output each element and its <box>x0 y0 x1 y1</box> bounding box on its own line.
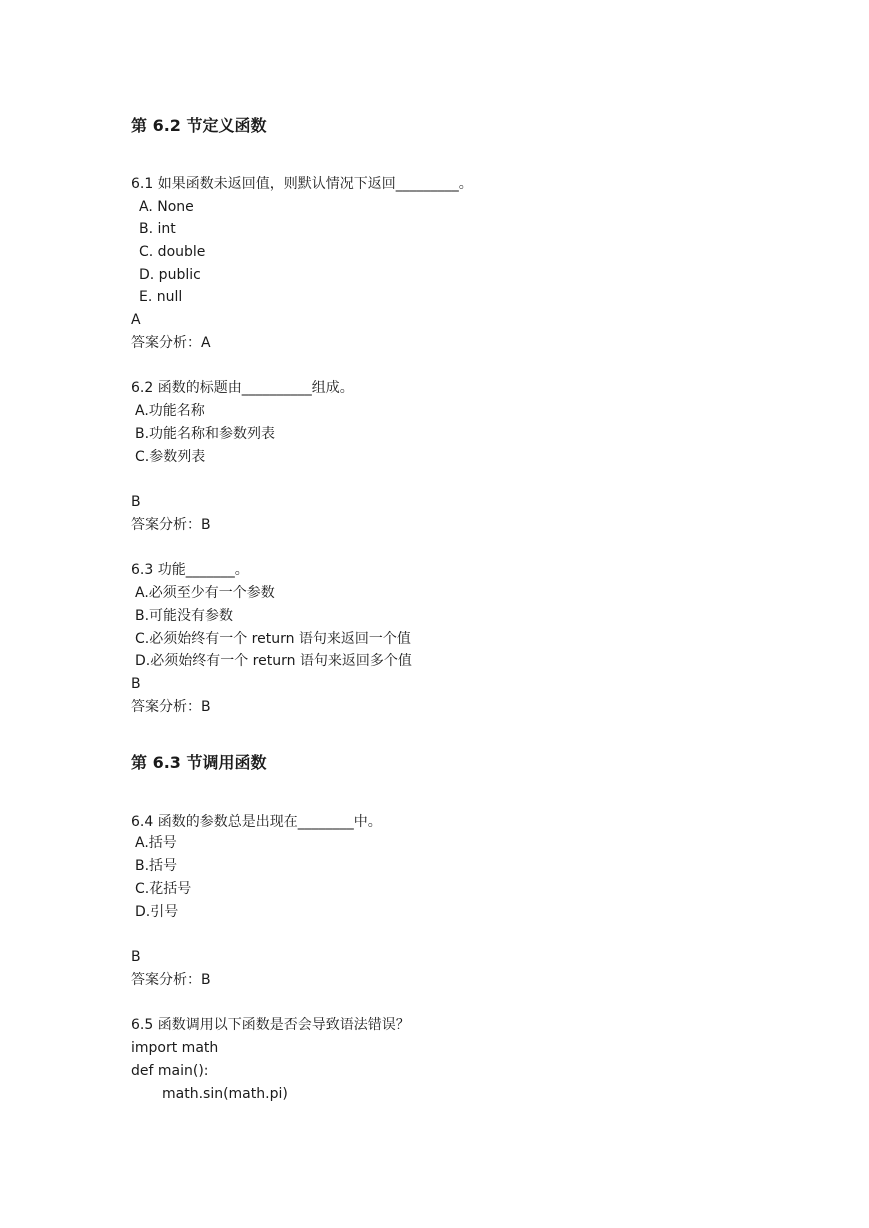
section-heading-6-2: 第 6.2 节定义函数 <box>131 116 267 135</box>
question-6-2: 6.2 函数的标题由__________组成。 <box>131 380 354 396</box>
option-a: A. None <box>139 199 194 215</box>
answer: A <box>131 312 141 328</box>
option-a: A.括号 <box>135 835 177 851</box>
option-a: A.功能名称 <box>135 403 205 419</box>
option-d: D.引号 <box>135 904 179 920</box>
answer-analysis: 答案分析：A <box>131 335 211 351</box>
answer: B <box>131 676 141 692</box>
option-c: C. double <box>139 244 206 260</box>
answer-analysis: 答案分析：B <box>131 972 211 988</box>
code-line: def main(): <box>131 1063 209 1079</box>
option-b: B.可能没有参数 <box>135 608 234 624</box>
question-6-1: 6.1 如果函数未返回值，则默认情况下返回_________。 <box>131 176 473 192</box>
question-6-3: 6.3 功能_______。 <box>131 562 249 578</box>
option-c: C.必须始终有一个 return 语句来返回一个值 <box>135 631 411 647</box>
option-c: C.花括号 <box>135 881 192 897</box>
option-a: A.必须至少有一个参数 <box>135 585 275 601</box>
answer: B <box>131 494 141 510</box>
question-6-4: 6.4 函数的参数总是出现在________中。 <box>131 814 382 830</box>
option-d: D. public <box>139 267 201 283</box>
option-c: C.参数列表 <box>135 449 206 465</box>
option-e: E. null <box>139 289 183 305</box>
section-heading-6-3: 第 6.3 节调用函数 <box>131 753 267 772</box>
option-b: B.功能名称和参数列表 <box>135 426 276 442</box>
answer-analysis: 答案分析：B <box>131 517 211 533</box>
answer: B <box>131 949 141 965</box>
option-b: B.括号 <box>135 858 178 874</box>
question-6-5: 6.5 函数调用以下函数是否会导致语法错误？ <box>131 1017 410 1033</box>
option-b: B. int <box>139 221 176 237</box>
option-d: D.必须始终有一个 return 语句来返回多个值 <box>135 653 412 669</box>
code-line: import math <box>131 1040 219 1056</box>
code-line: math.sin(math.pi) <box>162 1086 288 1102</box>
answer-analysis: 答案分析：B <box>131 699 211 715</box>
